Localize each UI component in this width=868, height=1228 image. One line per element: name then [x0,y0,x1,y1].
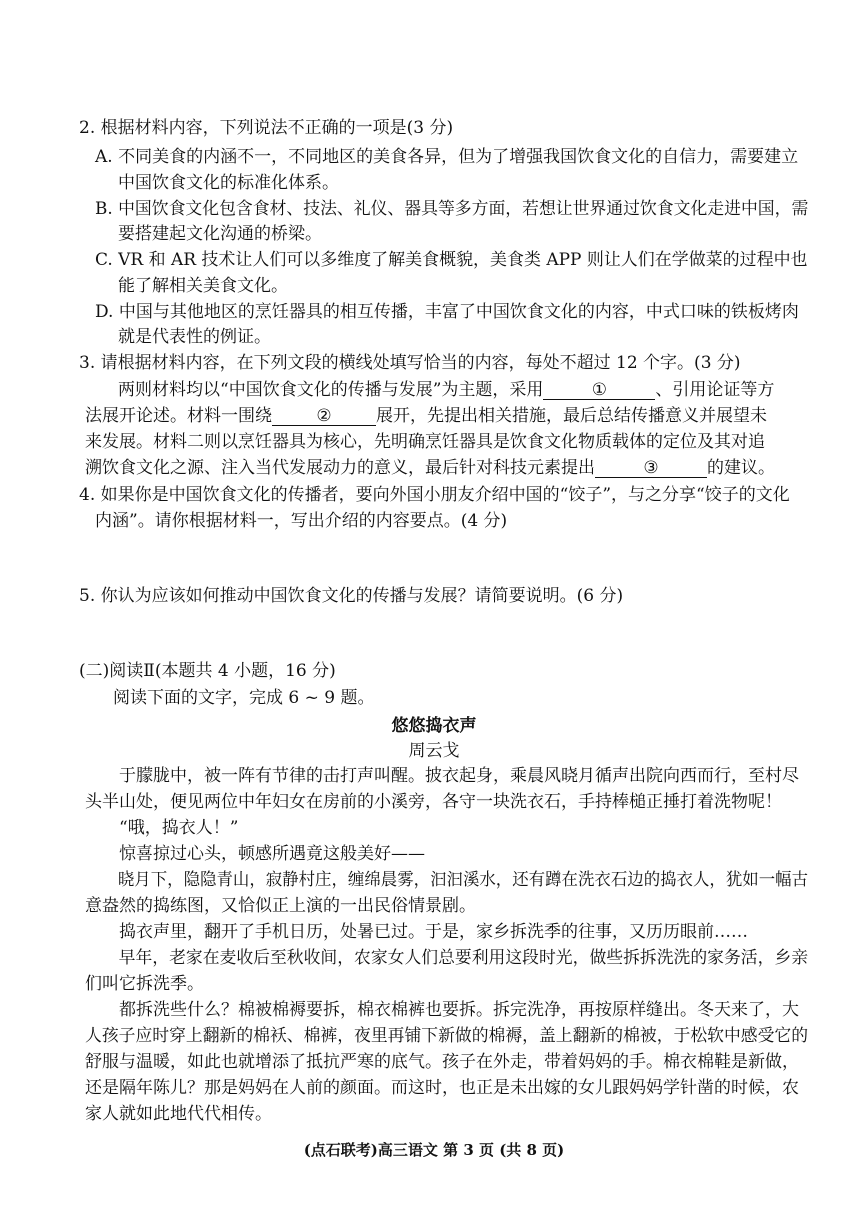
article-line: 头半山处，便见两位中年妇女在房前的小溪旁，各守一块洗衣石，手持棒槌正捶打着洗物呢！ [85,792,782,812]
question-4-line-1: 4. 如果你是中国饮食文化的传播者，要向外国小朋友介绍中国的“饺子”，与之分享“饺子的文化 [79,485,790,505]
option-a-line-1: A. 不同美食的内涵不一，不同地区的美食各异，但为了增强我国饮食文化的自信力，需要建立 [95,147,799,167]
article-line: “哦，捣衣人！” [85,818,239,838]
q3-text: 展开，先提出相关措施，最后总结传播意义并展望未 [376,406,767,426]
fill-blank-1[interactable]: ① [543,381,655,400]
question-2-stem: 2. 根据材料内容，下列说法不正确的一项是(3 分) [79,118,454,138]
question-5-stem: 5. 你认为应该如何推动中国饮食文化的传播与发展？请简要说明。(6 分) [79,586,624,606]
question-3-stem: 3. 请根据材料内容，在下列文段的横线处填写恰当的内容，每处不超过 12 个字。(3 分) [79,353,741,373]
q3-paragraph-line-4 [85,458,775,478]
article-line: 早年，老家在麦收后至秋收间，农家女人们总要利用这段时光，做些拆拆洗洗的家务活，乡亲 [85,948,809,968]
section-instruction: 阅读下面的文字，完成 6 ~ 9 题。 [113,688,375,708]
option-d-line-1: D. 中国与其他地区的烹饪器具的相互传播，丰富了中国饮食文化的内容，中式口味的铁板烤肉 [95,302,799,322]
article-line: 都拆洗些什么？棉被棉褥要拆，棉衣棉裤也要拆。拆完洗净，再按原样缝出。冬天来了，大 [85,1000,799,1020]
option-b-line-2: 要搭建起文化沟通的桥梁。 [118,224,322,244]
option-a-line-2: 中国饮食文化的标准化体系。 [118,173,339,193]
page-footer: (点石联考)高三语文 第 3 页 (共 8 页) [303,1141,565,1159]
option-d-line-2: 就是代表性的例证。 [118,327,271,347]
article-line: 舒服与温暖，如此也就增添了抵抗严寒的底气。孩子在外走，带着妈妈的手。棉衣棉鞋是新做， [85,1052,799,1072]
fill-blank-2[interactable]: ② [272,407,376,426]
q3-paragraph-line-2 [85,406,767,426]
option-c-line-1: C. VR 和 AR 技术让人们可以多维度了解美食概貌，美食类 APP 则让人们在学做菜的过程中也 [95,250,808,270]
article-line: 于朦胧中，被一阵有节律的击打声叫醒。披衣起身，乘晨风晓月循声出院向西而行，至村尽 [85,766,799,786]
article-line: 家人就如此地代代相传。 [85,1104,272,1124]
q3-text: 溯饮食文化之源、注入当代发展动力的意义，最后针对科技元素提出 [85,458,595,478]
article-line: 捣衣声里，翻开了手机日历，处暑已过。于是，家乡拆洗季的往事，又历历眼前…… [85,922,748,942]
option-c-line-2: 能了解相关美食文化。 [118,276,288,296]
fill-blank-3[interactable]: ③ [595,459,707,478]
article-line: 们叫它拆洗季。 [85,974,204,994]
q3-text: 、引用论证等方 [655,380,775,400]
article-line: 晓月下，隐隐青山，寂静村庄，缠绵晨雾，汩汩溪水，还有蹲在洗衣石边的捣衣人，犹如一幅古 [85,870,809,890]
q3-paragraph-line-1 [118,380,774,400]
option-b-line-1: B. 中国饮食文化包含食材、技法、礼仪、器具等多方面，若想让世界通过饮食文化走进中国，需 [95,199,809,219]
article-line: 还是隔年陈儿？那是妈妈在人前的颜面。而这时，也正是未出嫁的女儿跟妈妈学针凿的时候，农 [85,1078,799,1098]
q3-text: 的建议。 [707,458,775,478]
question-4-line-2: 内涵”。请你根据材料一，写出介绍的内容要点。(4 分) [95,511,508,531]
section-heading: (二)阅读Ⅱ(本题共 4 小题，16 分) [79,661,336,681]
q3-text: 法展开论述。材料一围绕 [85,406,272,426]
article-title: 悠悠捣衣声 [391,716,477,736]
q3-text: 两则材料均以“中国饮食文化的传播与发展”为主题，采用 [118,380,544,400]
article-line: 意盎然的捣练图，又恰似正上演的一出民俗情景剧。 [85,896,476,916]
q3-paragraph-line-3: 来发展。材料二则以烹饪器具为核心，先明确烹饪器具是饮食文化物质载体的定位及其对追 [85,432,765,452]
article-line: 惊喜掠过心头，顿感所遇竟这般美好—— [85,844,425,864]
article-line: 人孩子应时穿上翻新的棉袄、棉裤，夜里再铺下新做的棉褥，盖上翻新的棉被，于松软中感受它的 [85,1026,809,1046]
article-author: 周云戈 [408,741,460,761]
